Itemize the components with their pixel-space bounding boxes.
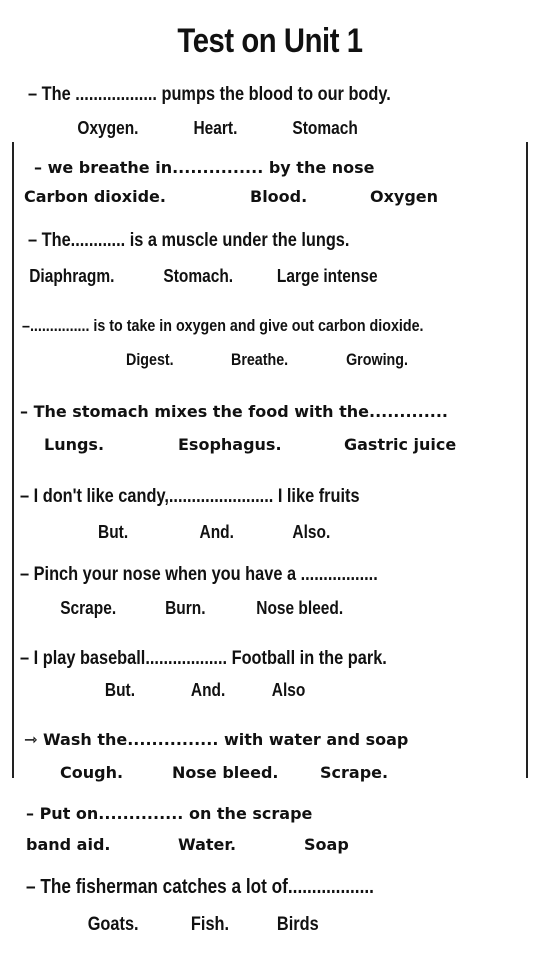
question-11: – The fisherman catches a lot of.................. <box>26 876 374 898</box>
option: Stomach. <box>163 266 234 286</box>
option: Esophagus. <box>178 435 282 454</box>
option: Nose bleed. <box>256 598 344 618</box>
option: Breathe. <box>231 350 289 369</box>
option: Diaphragm. <box>29 266 115 286</box>
option: Digest. <box>125 350 174 369</box>
question-3: – The............ is a muscle under the lungs. <box>28 230 350 251</box>
page-title: Test on Unit 1 <box>177 22 363 60</box>
option: But. <box>98 522 129 542</box>
option: Birds <box>276 914 319 935</box>
option: Soap <box>304 835 349 854</box>
question-1: – The .................. pumps the blood to our body. <box>28 84 391 105</box>
option: Fish. <box>190 914 230 935</box>
option: Oxygen. <box>77 118 139 138</box>
question-9: ⇾ Wash the............... with water and soap <box>24 730 409 749</box>
question-6: – I don't like candy,....................... I like fruits <box>20 486 360 507</box>
option: Goats. <box>87 914 139 935</box>
option: Oxygen <box>370 187 439 206</box>
question-10: – Put on.............. on the scrape <box>26 804 313 823</box>
option: Growing. <box>346 350 408 369</box>
option: band aid. <box>26 835 111 854</box>
option: Carbon dioxide. <box>24 187 166 206</box>
question-4: –............... is to take in oxygen and give out carbon dioxide. <box>22 316 424 335</box>
option: Gastric juice <box>344 435 457 454</box>
right-margin-line <box>526 142 528 778</box>
option: Lungs. <box>44 435 105 454</box>
option: But. <box>104 680 136 700</box>
option: Also. <box>292 522 331 542</box>
option: Water. <box>178 835 237 854</box>
option: Also <box>271 680 306 700</box>
option: Burn. <box>165 598 206 618</box>
question-5: – The stomach mixes the food with the............. <box>20 402 449 421</box>
option: Blood. <box>250 187 308 206</box>
left-margin-line <box>12 142 14 778</box>
option: Heart. <box>193 118 238 138</box>
question-2: – we breathe in............... by the nose <box>34 158 375 177</box>
option: Stomach <box>292 118 358 138</box>
option: Scrape. <box>60 598 117 618</box>
option: Large intense <box>276 266 378 286</box>
question-7: – Pinch your nose when you have a ................. <box>20 564 378 585</box>
option: Scrape. <box>320 763 389 782</box>
option: And. <box>199 522 234 542</box>
option: And. <box>190 680 226 700</box>
option: Cough. <box>60 763 124 782</box>
question-8: – I play baseball.................. Football in the park. <box>20 648 387 669</box>
option: Nose bleed. <box>172 763 279 782</box>
